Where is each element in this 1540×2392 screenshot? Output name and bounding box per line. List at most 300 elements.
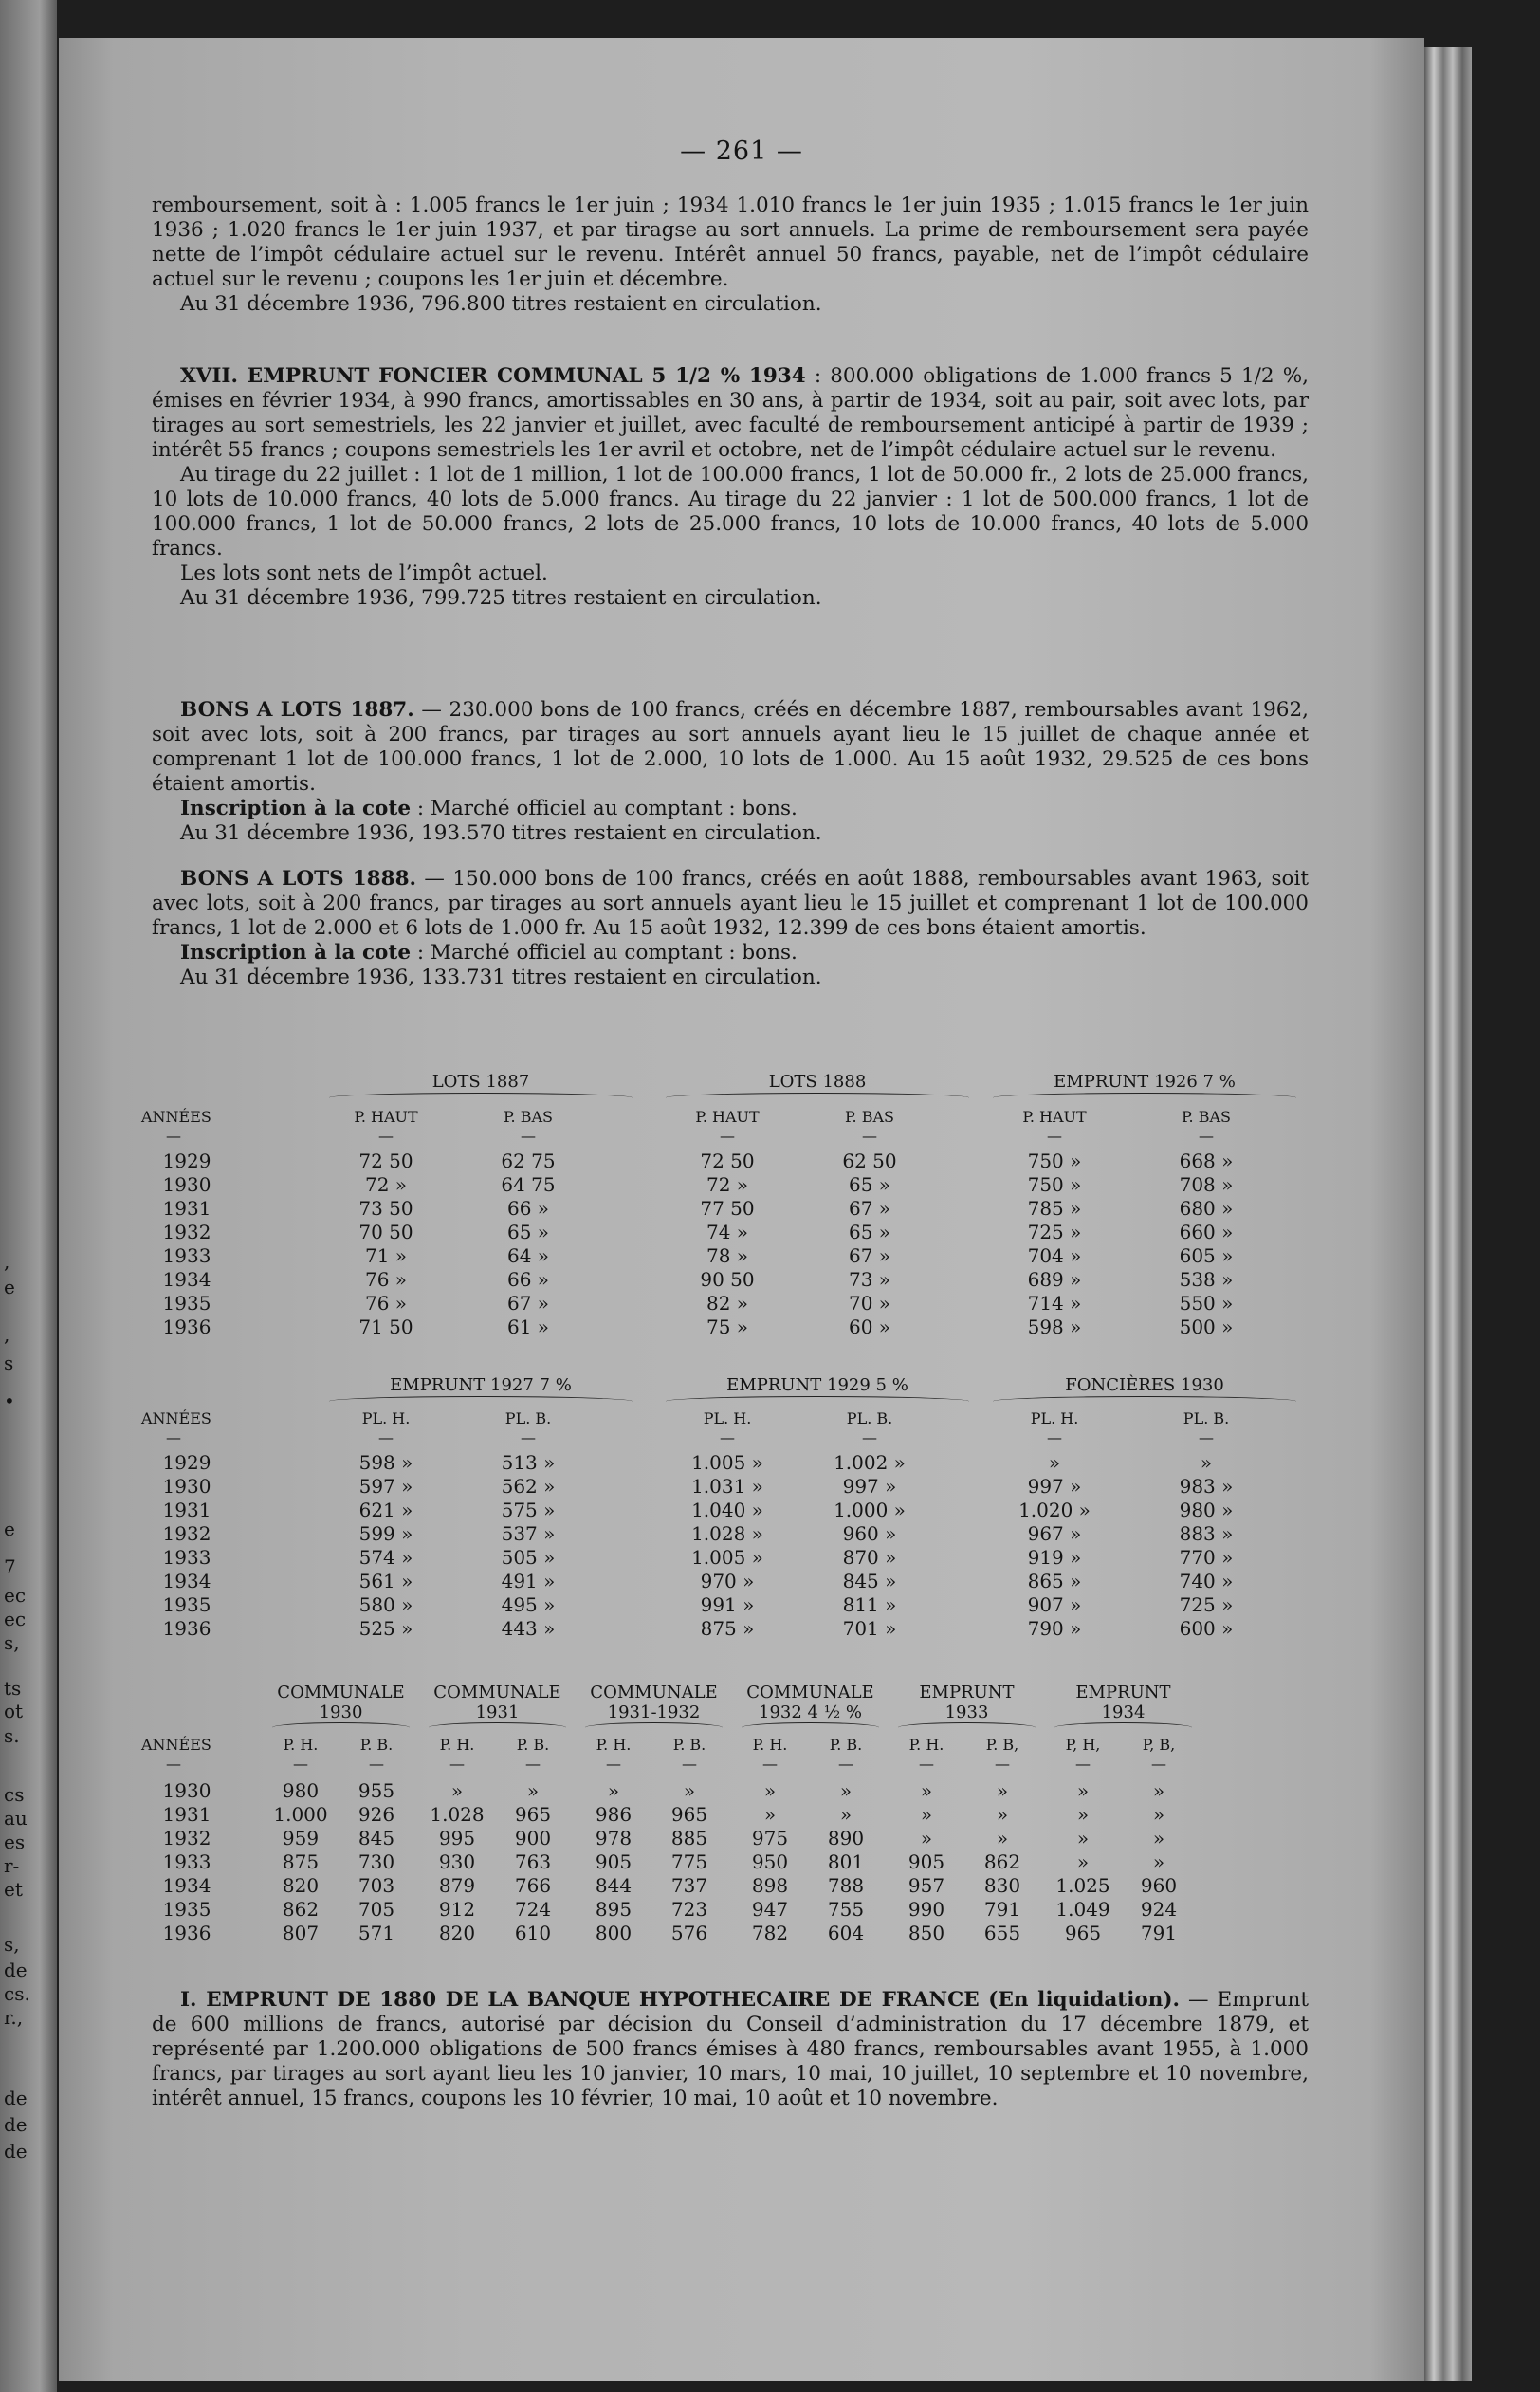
table1-value-cell: 750 » — [1027, 1150, 1082, 1172]
table3-value-cell: 995 — [438, 1827, 476, 1849]
table2-column-header: PL. B. — [846, 1409, 893, 1427]
table3-group-header — [889, 1683, 1045, 1722]
table3-value-cell: 900 — [514, 1827, 552, 1849]
table1-value-cell: 78 » — [706, 1244, 749, 1267]
table1-header-rule: — — [1199, 1127, 1214, 1145]
table3-value-cell: 801 — [827, 1850, 865, 1873]
table3-value-cell: 850 — [908, 1922, 945, 1944]
table3-value-cell: » — [1076, 1803, 1090, 1826]
table2-value-cell: 980 » — [1179, 1499, 1234, 1521]
table3-column-header: P. H. — [283, 1736, 319, 1754]
left-page-fragment: s, — [4, 1933, 20, 1956]
table2-value-cell: 621 » — [358, 1499, 413, 1521]
table2-value-cell: 865 » — [1027, 1570, 1082, 1592]
table3-group-title: 1934 — [1101, 1702, 1146, 1722]
table2-value-cell: 1.028 » — [691, 1522, 763, 1545]
table1-value-cell: 74 » — [706, 1221, 749, 1243]
table2-value-cell: 845 » — [842, 1570, 897, 1592]
table3-group-title: COMMUNALE — [277, 1683, 405, 1702]
table1-column-header: P. HAUT — [1022, 1108, 1087, 1126]
table1-header-rule: — — [378, 1127, 394, 1145]
table1-value-cell: 61 » — [506, 1316, 550, 1338]
table1-value-cell: 680 » — [1179, 1197, 1234, 1220]
table2-value-cell: 1.040 » — [691, 1499, 763, 1521]
page-edge — [1424, 47, 1472, 2381]
table2-value-cell: 875 » — [700, 1617, 755, 1640]
left-page-fragment: e — [4, 1276, 15, 1298]
table1-value-cell: 785 » — [1027, 1197, 1082, 1220]
b1888-inscription-label: Inscription à la cote — [180, 941, 412, 965]
table3-value-cell: 830 — [983, 1874, 1021, 1897]
table3-value-cell: 975 — [751, 1827, 789, 1849]
table1-column-header: P. HAUT — [695, 1108, 760, 1126]
table3-header-rule: — — [762, 1755, 778, 1773]
table3-value-cell: » — [526, 1779, 540, 1802]
table3-column-header: P. B. — [516, 1736, 550, 1754]
table2-column-header: PL. B. — [504, 1409, 552, 1427]
left-page-fragment: s, — [4, 1631, 20, 1654]
table2-group-header: FONCIÈRES 1930 — [1065, 1375, 1224, 1395]
table3-value-cell: » — [763, 1779, 777, 1802]
table1-value-cell: 60 » — [848, 1316, 891, 1338]
table1-header-rule: — — [862, 1127, 877, 1145]
table3-value-cell: » — [920, 1827, 933, 1849]
b1887-text: — 230.000 bons de 100 francs, créés en décembre 1887, remboursables avant 1962, soit avec lots, soit à 200 francs, par tirages au sort annuels ayant lieu le 15 juillet de chaque année et comprenant 1 lot de 100.000 francs, 1 lot de 2.000, 10 lots de 1.000. Au 15 août 1932, 29.525 de ces bons étaient amortis. — [152, 698, 1309, 796]
table1-value-cell: 598 » — [1027, 1316, 1082, 1338]
table2-value-cell: 525 » — [358, 1617, 413, 1640]
table3-value-cell: 845 — [358, 1827, 395, 1849]
table1-year-cell: 1934 — [162, 1268, 211, 1291]
table2-value-cell: 1.031 » — [691, 1475, 763, 1498]
table3-value-cell: 737 — [670, 1874, 708, 1897]
table1-value-cell: 70 » — [848, 1292, 891, 1315]
xvii-heading: XVII. EMPRUNT FONCIER COMMUNAL 5 1/2 % 1934 — [180, 364, 806, 388]
table3-value-cell: 844 — [595, 1874, 632, 1897]
table1-year-cell: 1931 — [162, 1197, 211, 1220]
table2-year-cell: 1934 — [162, 1570, 211, 1592]
table1-value-cell: 689 » — [1027, 1268, 1082, 1291]
table3-value-cell: 1.049 — [1055, 1898, 1110, 1921]
table3-group-header — [732, 1683, 889, 1722]
table3-header-rule: — — [369, 1755, 384, 1773]
table3-value-cell: 959 — [282, 1827, 320, 1849]
table1-value-cell: 82 » — [706, 1292, 749, 1315]
b1888-text: — 150.000 bons de 100 francs, créés en août 1888, remboursables avant 1963, soit avec lots, soit à 200 francs, par tirages au sort annuels ayant lieu le 15 juillet et comprenant 1 lot de 100.000 francs, 1 lot de 2.000 et 6 lots de 1.000 fr. Au 15 août 1932, 12.399 de ces bons étaient amortis. — [152, 867, 1309, 940]
table1-value-cell: 71 » — [364, 1244, 408, 1267]
section-i-banque-hypothecaire — [152, 1988, 1309, 2111]
table1-value-cell: 76 » — [364, 1292, 408, 1315]
table2-header-rule: — — [720, 1428, 735, 1446]
table3-group-brace — [585, 1722, 723, 1733]
table3-group-title: COMMUNALE — [433, 1683, 561, 1702]
table2-value-cell: 600 » — [1179, 1617, 1234, 1640]
table1-value-cell: 71 50 — [358, 1316, 413, 1338]
table3-header-rule: — — [166, 1755, 181, 1773]
table3-value-cell: » — [1076, 1779, 1090, 1802]
table2-value-cell: 790 » — [1027, 1617, 1082, 1640]
table3-column-header: P. B. — [672, 1736, 706, 1754]
table2-value-cell: 907 » — [1027, 1593, 1082, 1616]
left-page-fragment: ot — [4, 1700, 24, 1722]
table3-value-cell: 905 — [908, 1850, 945, 1873]
page-number: — 261 — — [680, 137, 803, 166]
table3-value-cell: » — [920, 1779, 933, 1802]
table1-value-cell: 750 » — [1027, 1173, 1082, 1196]
table1-group-header: LOTS 1888 — [768, 1072, 867, 1092]
table3-value-cell: 1.025 — [1055, 1874, 1110, 1897]
table3-value-cell: 965 — [1064, 1922, 1102, 1944]
table3-column-header: P. B. — [829, 1736, 863, 1754]
table3-value-cell: 930 — [438, 1850, 476, 1873]
table3-header-rule: — — [293, 1755, 308, 1773]
xvii-text: : 800.000 obligations de 1.000 francs 5 1/2 %, émises en février 1934, à 990 francs, amortissables en 30 ans, à partir de 1934, soit au pair, soit avec lots, par tirages au sort semestriels, les 22 janvier et juillet, avec faculté de remboursement anticipé à partir de 1939 ; intérêt 55 francs ; coupons semestriels les 1er avril et octobre, net de l’impôt cédulaire actuel sur le revenu. — [152, 364, 1309, 462]
b1888-heading: BONS A LOTS 1888. — [180, 867, 417, 891]
table2-column-header: PL. H. — [703, 1409, 752, 1427]
left-page-fragment: de — [4, 2087, 28, 2109]
table1-value-cell: 62 75 — [501, 1150, 556, 1172]
table1-value-cell: 704 » — [1027, 1244, 1082, 1267]
table2-value-cell: 725 » — [1179, 1593, 1234, 1616]
table3-value-cell: 885 — [670, 1827, 708, 1849]
table1-value-cell: 66 » — [506, 1197, 550, 1220]
table3-value-cell: 862 — [983, 1850, 1021, 1873]
table3-value-cell: 875 — [282, 1850, 320, 1873]
table2-header-rule: — — [1047, 1428, 1062, 1446]
table3-value-cell: 610 — [514, 1922, 552, 1944]
table1-value-cell: 76 » — [364, 1268, 408, 1291]
table3-year-cell: 1931 — [162, 1803, 211, 1826]
table3-value-cell: 576 — [670, 1922, 708, 1944]
table2-year-cell: 1933 — [162, 1546, 211, 1569]
table2-header-rule: — — [521, 1428, 536, 1446]
left-page-fragment: s. — [4, 1724, 20, 1747]
table1-value-cell: 67 » — [848, 1244, 891, 1267]
table2-value-cell: 513 » — [501, 1451, 556, 1474]
table3-year-cell: 1933 — [162, 1850, 211, 1873]
table3-value-cell: 965 — [670, 1803, 708, 1826]
table3-value-cell: 807 — [282, 1922, 320, 1944]
table2-group-header: EMPRUNT 1927 7 % — [390, 1375, 572, 1395]
table3-value-cell: » — [1076, 1827, 1090, 1849]
left-page-fragment: s — [4, 1352, 14, 1374]
left-page-fragment: r., — [4, 2006, 24, 2029]
table3-year-cell: 1930 — [162, 1779, 211, 1802]
table2-value-cell: 505 » — [501, 1546, 556, 1569]
xvii-circulation: Au 31 décembre 1936, 799.725 titres restaient en circulation. — [180, 586, 822, 610]
table3-year-cell: 1935 — [162, 1898, 211, 1921]
table3-value-cell: 980 — [282, 1779, 320, 1802]
table3-value-cell: » — [1152, 1850, 1165, 1873]
table1-value-cell: 64 » — [506, 1244, 550, 1267]
table3-column-header: P. H. — [908, 1736, 944, 1754]
table3-value-cell: 1.028 — [430, 1803, 485, 1826]
table3-group-title: COMMUNALE — [590, 1683, 718, 1702]
table2-year-cell: 1930 — [162, 1475, 211, 1498]
table3-column-header: P. H. — [752, 1736, 788, 1754]
table3-header-rule: — — [449, 1755, 465, 1773]
table3-value-cell: 730 — [358, 1850, 395, 1873]
left-page-fragment: ts — [4, 1677, 22, 1700]
table3-header-rule: — — [1151, 1755, 1166, 1773]
table3-value-cell: 957 — [908, 1874, 945, 1897]
table3-value-cell: 898 — [751, 1874, 789, 1897]
table2-year-cell: 1935 — [162, 1593, 211, 1616]
table1-year-cell: 1935 — [162, 1292, 211, 1315]
left-page-fragment: cs — [4, 1783, 25, 1806]
left-page-fragment: • — [4, 1389, 15, 1412]
table3-value-cell: 724 — [514, 1898, 552, 1921]
table3-year-cell: 1934 — [162, 1874, 211, 1897]
table1-value-cell: 668 » — [1179, 1150, 1234, 1172]
table1-value-cell: 72 » — [706, 1173, 749, 1196]
table1-column-header: P. BAS — [845, 1108, 894, 1126]
table3-value-cell: 820 — [438, 1922, 476, 1944]
table3-value-cell: 960 — [1140, 1874, 1178, 1897]
table2-value-cell: 1.005 » — [691, 1546, 763, 1569]
table1-value-cell: 605 » — [1179, 1244, 1234, 1267]
table3-value-cell: » — [996, 1827, 1009, 1849]
table3-column-header: P. B. — [359, 1736, 394, 1754]
table3-group-header — [576, 1683, 732, 1722]
xvii-tirage: Au tirage du 22 juillet : 1 lot de 1 million, 1 lot de 100.000 francs, 1 lot de 50.000 fr., 2 lots de 25.000 francs, 10 lots de 10.000 francs, 40 lots de 5.000 francs. Au tirage du 22 janvier : 1 lot de 500.000 francs, 1 lot de 100.000 francs, 1 lot de 50.000 francs, 2 lots de 25.000 francs, 10 lots de 10.000 francs, 40 lots de 5.000 francs. — [152, 463, 1309, 561]
table3-group-header — [263, 1683, 419, 1722]
table3-value-cell: 782 — [751, 1922, 789, 1944]
table3-group-brace — [272, 1722, 410, 1733]
table1-value-cell: 64 75 — [501, 1173, 556, 1196]
table1-value-cell: 90 50 — [700, 1268, 755, 1291]
table1-year-cell: 1932 — [162, 1221, 211, 1243]
table3-header-rule: — — [838, 1755, 853, 1773]
table3-year-cell: 1932 — [162, 1827, 211, 1849]
table3-value-cell: 755 — [827, 1898, 865, 1921]
table3-group-header — [1045, 1683, 1201, 1722]
table2-value-cell: 811 » — [842, 1593, 897, 1616]
table2-value-cell: 1.020 » — [1018, 1499, 1091, 1521]
table3-header-rule: — — [1075, 1755, 1091, 1773]
table2-header-rule: — — [166, 1428, 181, 1446]
table3-value-cell: » — [839, 1803, 852, 1826]
table2-value-cell: 960 » — [842, 1522, 897, 1545]
table1-value-cell: 70 50 — [358, 1221, 413, 1243]
table1-year-cell: 1933 — [162, 1244, 211, 1267]
table3-value-cell: 978 — [595, 1827, 632, 1849]
table2-value-cell: 919 » — [1027, 1546, 1082, 1569]
table1-year-cell: 1930 — [162, 1173, 211, 1196]
table3-group-title: 1930 — [319, 1702, 363, 1722]
table3-value-cell: » — [1152, 1779, 1165, 1802]
table3-value-cell: 705 — [358, 1898, 395, 1921]
table3-column-header: P. B, — [985, 1736, 1019, 1754]
table1-annees-label: ANNÉES — [141, 1108, 211, 1126]
table2-value-cell: 537 » — [501, 1522, 556, 1545]
table1-value-cell: 65 » — [848, 1173, 891, 1196]
table3-value-cell: » — [1076, 1850, 1090, 1873]
table3-value-cell: 800 — [595, 1922, 632, 1944]
table3-value-cell: 791 — [983, 1898, 1021, 1921]
table1-value-cell: 75 » — [706, 1316, 749, 1338]
table3-header-rule: — — [995, 1755, 1010, 1773]
table2-year-cell: 1932 — [162, 1522, 211, 1545]
table2-year-cell: 1931 — [162, 1499, 211, 1521]
table3-group-brace — [1054, 1722, 1192, 1733]
section-i-text: — Emprunt de 600 millions de francs, autorisé par décision du Conseil d’administration du 17 décembre 1879, et représenté par 1.200.000 obligations de 500 francs émises à 480 francs, remboursables avant 1955, à 1.000 francs, par tirages au sort ayant lieu les 10 janvier, 10 mars, 10 mai, 10 juillet, 10 septembre et 10 novembre, intérêt annuel, 15 francs, coupons les 10 février, 10 mai, 10 août et 10 novembre. — [152, 1988, 1310, 2110]
table3-value-cell: 905 — [595, 1850, 632, 1873]
table2-group-header: EMPRUNT 1929 5 % — [726, 1375, 908, 1395]
table1-header-rule: — — [521, 1127, 536, 1145]
table1-value-cell: 72 50 — [358, 1150, 413, 1172]
table3-value-cell: » — [839, 1779, 852, 1802]
table2-value-cell: 599 » — [358, 1522, 413, 1545]
table3-value-cell: » — [683, 1779, 696, 1802]
table2-year-cell: 1936 — [162, 1617, 211, 1640]
table3-value-cell: 986 — [595, 1803, 632, 1826]
table3-value-cell: 788 — [827, 1874, 865, 1897]
table3-value-cell: 604 — [827, 1922, 865, 1944]
table1-value-cell: 660 » — [1179, 1221, 1234, 1243]
table3-value-cell: 990 — [908, 1898, 945, 1921]
table2-column-header: PL. B. — [1182, 1409, 1230, 1427]
left-page-fragment: de — [4, 1959, 28, 1981]
table3-group-title: EMPRUNT — [919, 1683, 1015, 1702]
table2-value-cell: 701 » — [842, 1617, 897, 1640]
intro-paragraph: remboursement, soit à : 1.005 francs le 1er juin ; 1934 1.010 francs le 1er juin 1935 ; 1.015 francs le 1er juin 1936 ; 1.020 francs le 1er juin 1937, et par tiragse au sort annuels. La prime de remboursement sera payée nette de l’impôt cédulaire actuel sur le revenu. Intérêt annuel 50 francs, payable, net de l’impôt cédulaire actuel sur le revenu ; coupons les 1er juin et décembre. — [152, 193, 1309, 291]
b1888-inscription-value: : Marché officiel au comptant : bons. — [411, 941, 798, 965]
left-page-margin — [0, 0, 57, 2392]
table2-column-header: PL. H. — [1030, 1409, 1079, 1427]
table2-value-cell: 1.005 » — [691, 1451, 763, 1474]
table3-value-cell: 763 — [514, 1850, 552, 1873]
table2-value-cell: 1.000 » — [834, 1499, 906, 1521]
table3-value-cell: 723 — [670, 1898, 708, 1921]
table3-value-cell: 766 — [514, 1874, 552, 1897]
table3-header-rule: — — [682, 1755, 697, 1773]
table2-value-cell: 740 » — [1179, 1570, 1234, 1592]
table3-annees-label: ANNÉES — [141, 1736, 211, 1754]
table1-value-cell: 72 » — [364, 1173, 408, 1196]
table1-value-cell: 65 » — [848, 1221, 891, 1243]
table1-value-cell: 77 50 — [700, 1197, 755, 1220]
table2-value-cell: » — [1048, 1451, 1061, 1474]
table2-value-cell: 580 » — [358, 1593, 413, 1616]
table2-value-cell: 883 » — [1179, 1522, 1234, 1545]
left-page-fragment: es — [4, 1831, 26, 1853]
table2-year-cell: 1929 — [162, 1451, 211, 1474]
left-page-fragment: au — [4, 1807, 28, 1830]
table3-group-title: 1933 — [944, 1702, 989, 1722]
table3-value-cell: 965 — [514, 1803, 552, 1826]
table3-header-rule: — — [919, 1755, 934, 1773]
table3-value-cell: 890 — [827, 1827, 865, 1849]
intro-circulation: Au 31 décembre 1936, 796.800 titres restaient en circulation. — [180, 292, 822, 316]
table3-value-cell: » — [1152, 1803, 1165, 1826]
table2-header-rule: — — [378, 1428, 394, 1446]
left-page-fragment: , — [4, 1250, 10, 1273]
table3-header-rule: — — [525, 1755, 541, 1773]
table1-group-header: EMPRUNT 1926 7 % — [1054, 1072, 1236, 1092]
table2-value-cell: 997 » — [842, 1475, 897, 1498]
table2-value-cell: 443 » — [501, 1617, 556, 1640]
left-page-fragment: 7 — [4, 1555, 16, 1578]
table2-value-cell: 575 » — [501, 1499, 556, 1521]
table3-value-cell: 862 — [282, 1898, 320, 1921]
b1887-inscription-value: : Marché officiel au comptant : bons. — [411, 797, 798, 820]
left-page-fragment: , — [4, 1323, 10, 1346]
table1-column-header: P. BAS — [1182, 1108, 1231, 1126]
table2-value-cell: 1.002 » — [834, 1451, 906, 1474]
table3-column-header: P, B, — [1142, 1736, 1176, 1754]
b1887-inscription-label: Inscription à la cote — [180, 797, 412, 820]
table3-year-cell: 1936 — [162, 1922, 211, 1944]
left-page-fragment: de — [4, 2140, 28, 2162]
table2-header-rule: — — [1199, 1428, 1214, 1446]
table3-value-cell: 775 — [670, 1850, 708, 1873]
table1-value-cell: 73 » — [848, 1268, 891, 1291]
table3-value-cell: » — [996, 1779, 1009, 1802]
table1-value-cell: 725 » — [1027, 1221, 1082, 1243]
table2-value-cell: 991 » — [700, 1593, 755, 1616]
table3-value-cell: 895 — [595, 1898, 632, 1921]
left-page-fragment: r- — [4, 1854, 20, 1877]
table3-value-cell: 703 — [358, 1874, 395, 1897]
table3-group-title: 1931 — [475, 1702, 520, 1722]
table3-column-header: P. H. — [596, 1736, 632, 1754]
table1-value-cell: 714 » — [1027, 1292, 1082, 1315]
table2-value-cell: 870 » — [842, 1546, 897, 1569]
table3-column-header: P, H, — [1065, 1736, 1101, 1754]
left-page-fragment: ec — [4, 1584, 27, 1607]
table3-value-cell: » — [1152, 1827, 1165, 1849]
table3-value-cell: 820 — [282, 1874, 320, 1897]
xvii-lots-nets: Les lots sont nets de l’impôt actuel. — [180, 561, 548, 585]
table3-value-cell: 879 — [438, 1874, 476, 1897]
table1-value-cell: 66 » — [506, 1268, 550, 1291]
table1-column-header: P. HAUT — [354, 1108, 418, 1126]
book-page — [59, 38, 1424, 2381]
table2-value-cell: 997 » — [1027, 1475, 1082, 1498]
table3-group-title: EMPRUNT — [1075, 1683, 1171, 1702]
table1-header-rule: — — [1047, 1127, 1062, 1145]
table1-year-cell: 1936 — [162, 1316, 211, 1338]
table3-value-cell: 924 — [1140, 1898, 1178, 1921]
left-page-fragment: ec — [4, 1608, 27, 1630]
left-page-fragment: e — [4, 1518, 15, 1540]
table3-value-cell: 1.000 — [273, 1803, 328, 1826]
left-page-fragment: et — [4, 1878, 23, 1901]
b1888-circulation: Au 31 décembre 1936, 133.731 titres restaient en circulation. — [180, 966, 822, 989]
table2-annees-label: ANNÉES — [141, 1409, 211, 1427]
table3-value-cell: 926 — [358, 1803, 395, 1826]
table3-value-cell: » — [450, 1779, 464, 1802]
table3-value-cell: » — [920, 1803, 933, 1826]
b1887-circulation: Au 31 décembre 1936, 193.570 titres restaient en circulation. — [180, 821, 822, 845]
table2-value-cell: 495 » — [501, 1593, 556, 1616]
table2-header-rule: — — [862, 1428, 877, 1446]
table3-group-title: 1931-1932 — [607, 1702, 701, 1722]
table1-value-cell: 708 » — [1179, 1173, 1234, 1196]
table3-value-cell: » — [763, 1803, 777, 1826]
table1-value-cell: 67 » — [506, 1292, 550, 1315]
b1887-heading: BONS A LOTS 1887. — [180, 698, 414, 722]
table2-value-cell: 597 » — [358, 1475, 413, 1498]
table1-value-cell: 67 » — [848, 1197, 891, 1220]
table1-group-header: LOTS 1887 — [431, 1072, 530, 1092]
table3-value-cell: 655 — [983, 1922, 1021, 1944]
table2-value-cell: 574 » — [358, 1546, 413, 1569]
table1-value-cell: 550 » — [1179, 1292, 1234, 1315]
table2-value-cell: 770 » — [1179, 1546, 1234, 1569]
table3-value-cell: » — [607, 1779, 620, 1802]
table3-group-brace — [898, 1722, 1036, 1733]
